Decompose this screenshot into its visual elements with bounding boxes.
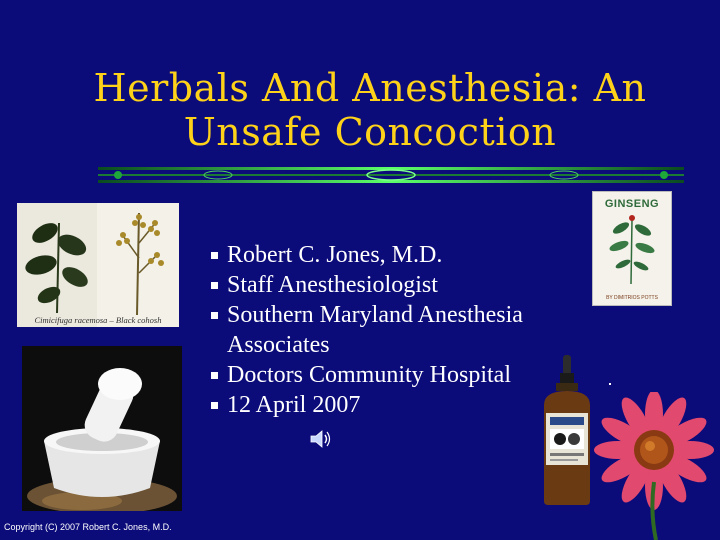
book-author: BY DIMITRIOS POTTS [606, 295, 658, 301]
bullet-square-icon [211, 312, 218, 319]
book-title: GINSENG [604, 198, 660, 210]
bullet-text: Doctors Community Hospital [227, 362, 511, 388]
list-item [211, 270, 591, 300]
list-item [211, 300, 591, 360]
black-cohosh-photo [17, 203, 179, 327]
decorative-divider [98, 164, 684, 186]
ginseng-book-cover [592, 191, 672, 306]
bullet-square-icon [211, 372, 218, 379]
bullet-square-icon [211, 252, 218, 259]
bullet-list [211, 240, 591, 420]
list-item [211, 360, 591, 390]
copyright-notice: Copyright (C) 2007 Robert C. Jones, M.D. [4, 522, 172, 532]
bullet-square-icon [211, 402, 218, 409]
bullet-text: Robert C. Jones, M.D. [227, 242, 443, 268]
list-item [211, 240, 591, 270]
tincture-bottle-photo [536, 355, 598, 505]
bullet-text: Southern Maryland Anesthesia Associates [227, 302, 523, 358]
list-item [211, 390, 591, 420]
plant-photo-caption: Cimicifuga racemosa – Black cohosh [34, 315, 162, 325]
slide-title: Herbals And Anesthesia: An Unsafe Concoction [93, 66, 647, 154]
echinacea-flower-photo [590, 392, 715, 540]
bullet-square-icon [211, 282, 218, 289]
bullet-text: 12 April 2007 [227, 392, 361, 418]
speaker-icon[interactable] [308, 427, 332, 451]
bullet-text: Staff Anesthesiologist [227, 272, 438, 298]
sparkle-dot [609, 383, 611, 385]
mortar-and-pestle-photo [22, 346, 182, 511]
